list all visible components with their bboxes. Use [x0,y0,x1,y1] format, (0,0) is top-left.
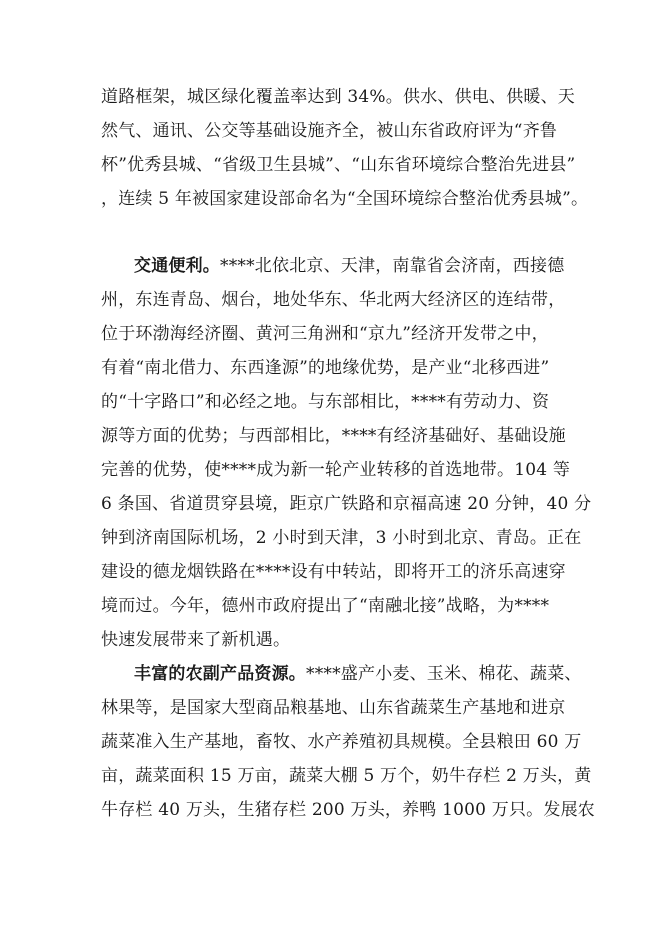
paragraph-2-line-6: 源等方面的优势；与西部相比，****有经济基础好、基础设施 [101,426,566,446]
paragraph-3-line-3: 蔬菜准入生产基地，畜牧、水产养殖初具规模。全县粮田 60 万 [101,732,582,752]
paragraph-2-line-8: 6 条国、省道贯穿县境，距京广铁路和京福高速 20 分钟，40 分 [101,494,592,514]
paragraph-3-line-4: 亩，蔬菜面积 15 万亩，蔬菜大棚 5 万个，奶牛存栏 2 万头，黄 [101,766,592,786]
paragraph-2-heading: 交通便利。 [134,256,220,276]
paragraph-1-line-3: 杯”优秀县城、“省级卫生县城”、“山东省环境综合整治先进县” [101,155,576,175]
paragraph-2-line-12: 快速发展带来了新机遇。 [101,630,291,650]
paragraph-1-line-2: 然气、通讯、公交等基础设施齐全，被山东省政府评为“齐鲁 [101,121,558,141]
paragraph-3-line-5: 牛存栏 40 万头，生猪存栏 200 万头，养鸭 1000 万只。发展农 [101,800,595,820]
paragraph-1-line-4: ，连续 5 年被国家建设部命名为“全国环境综合整治优秀县城”。 [101,189,589,209]
paragraph-2-line-9: 钟到济南国际机场，2 小时到天津，3 小时到北京、青岛。正在 [101,528,582,548]
paragraph-2-line-4: 有着“南北借力、东西逢源”的地缘优势，是产业“北移西进” [101,358,550,378]
paragraph-2-line-1 [134,256,564,276]
paragraph-1-line-1: 道路框架，城区绿化覆盖率达到 34%。供水、供电、供暖、天 [101,87,575,107]
paragraph-2-line-11: 境而过。今年，德州市政府提出了“南融北接”战略，为**** [101,596,550,616]
paragraph-2-line-7: 完善的优势，使****成为新一轮产业转移的首选地带。104 等 [101,460,571,480]
paragraph-3-heading: 丰富的农副产品资源。 [134,664,306,684]
paragraph-2-line-2: 州，东连青岛、烟台，地处华东、华北两大经济区的连结带， [101,290,566,310]
paragraph-3-line-2: 林果等，是国家大型商品粮基地、山东省蔬菜生产基地和进京 [101,698,566,718]
paragraph-2-line-5: 的“十字路口”和必经之地。与东部相比，****有劳动力、资 [101,392,550,412]
paragraph-3-line-1-text: ****盛产小麦、玉米、棉花、蔬菜、 [306,664,582,684]
paragraph-2-line-10: 建设的德龙烟铁路在****设有中转站，即将开工的济乐高速穿 [101,562,566,582]
paragraph-3-line-1 [134,664,582,684]
paragraph-2-line-1-text: ****北依北京、天津，南靠省会济南，西接德 [220,256,565,276]
paragraph-2-line-3: 位于环渤海经济圈、黄河三角洲和“京九”经济开发带之中， [101,324,549,344]
